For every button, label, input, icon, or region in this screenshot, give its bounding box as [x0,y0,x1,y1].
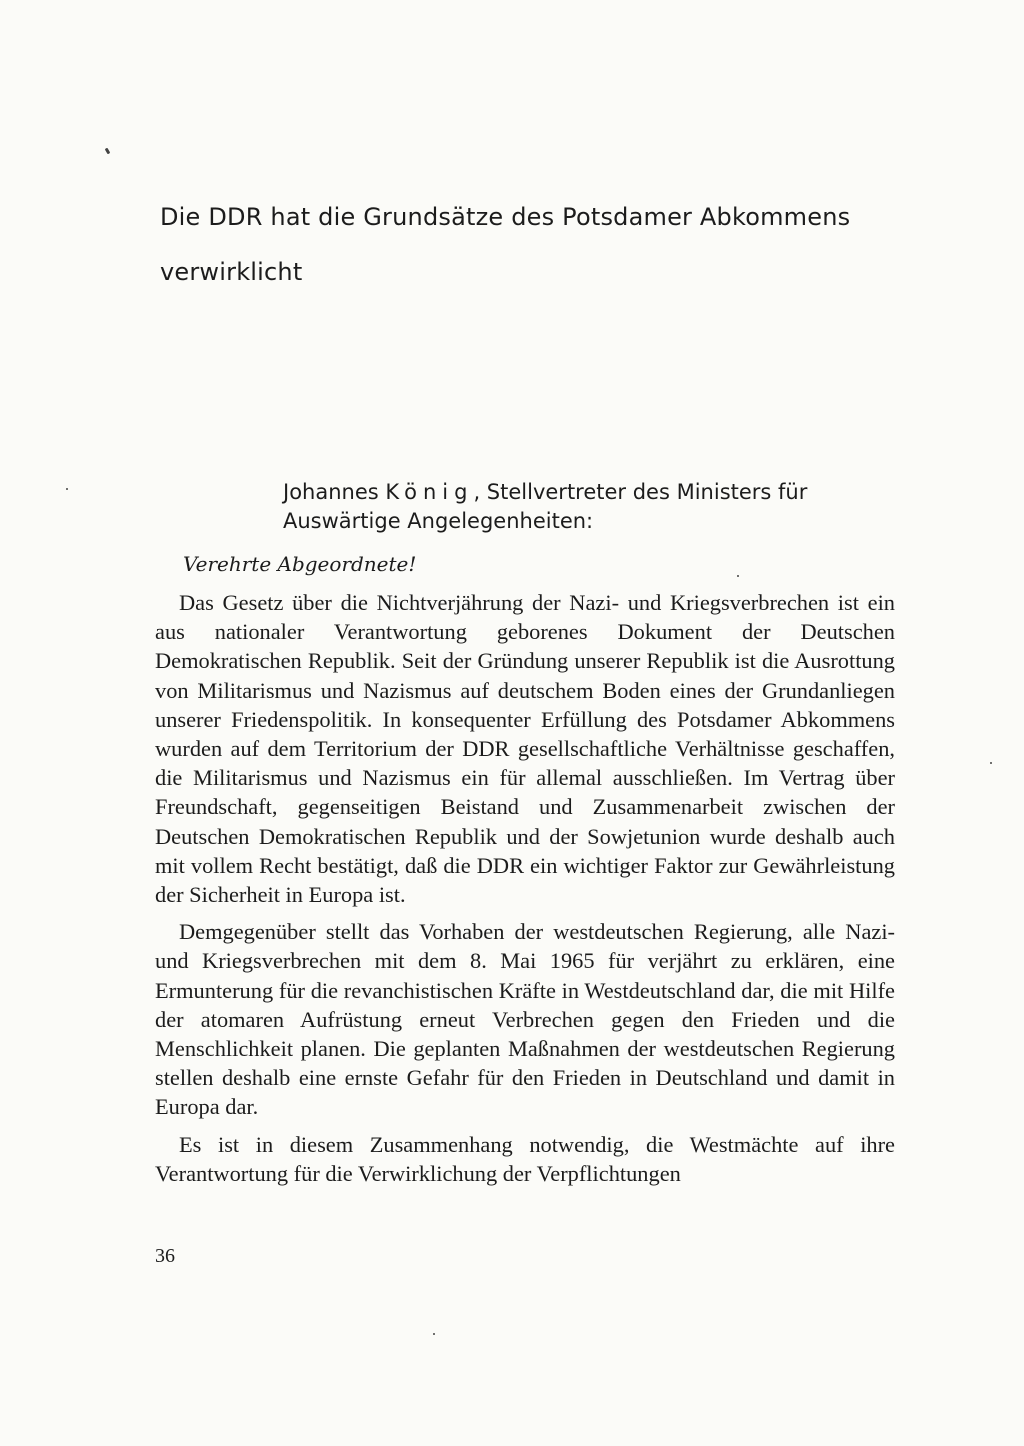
scan-speck [990,762,992,764]
speaker-line [283,478,903,536]
salutation: Verehrte Abgeordnete! [183,552,417,576]
page-title: Die DDR hat die Grundsätze des Potsdamer Abkommens verwirklicht [160,203,851,286]
scan-speck [433,1333,435,1335]
scan-speck [737,575,739,577]
speaker-first-name: Johannes [283,480,379,504]
scan-speck [66,488,68,490]
speaker-role: , Stellvertreter des Ministers für Auswärtige Angelegenheiten: [283,480,808,533]
page-number: 36 [155,1245,175,1267]
paragraph: Es ist in diesem Zusammenhang notwendig, die Westmächte auf ihre Verantwortung für die Verwirklichung der Verpflichtungen [155,1131,895,1186]
paragraph: Das Gesetz über die Nichtverjährung der Nazi- und Kriegsverbrechen ist ein aus nationaler Verantwortung geborenes Dokument der Deutschen Demokratischen Republik. Seit der Gründung unserer Republik ist die Ausrottung von Militarismus und Nazismus auf deutschem Boden eines der Grundanliegen unserer Friedenspolitik. In konsequenter Erfüllung des Potsdamer Abkommens wurden auf dem Territorium der DDR gesellschaftliche Verhältnisse geschaffen, die Militarismus und Nazismus ein für allemal ausschließen. Im Vertrag über Freundschaft, gegenseitigen Beistand und Zusammenarbeit zwischen der Deutschen Demokratischen Republik und der Sowjetunion wurde deshalb auch mit vollem Recht bestätigt, daß die DDR ein wichtiger Faktor zur Gewährleistung der Sicherheit in Europa ist. [155,590,895,908]
scan-speck [105,148,111,155]
paragraph: Demgegenüber stellt das Vorhaben der westdeutschen Regierung, alle Nazi- und Kriegsverbrechen mit dem 8. Mai 1965 für verjährt zu erklären, eine Ermunterung für die revanchistischen Kräfte in Westdeutschland dar, die mit Hilfe der atomaren Aufrüstung erneut Verbrechen gegen den Frieden und die Menschlichkeit planen. Die geplanten Maßnahmen der westdeutschen Regierung stellen deshalb eine ernste Gefahr für den Frieden in Deutschland und damit in Europa dar. [155,919,895,1120]
speech-body [155,588,895,1196]
speaker-last-name: König [385,480,474,504]
